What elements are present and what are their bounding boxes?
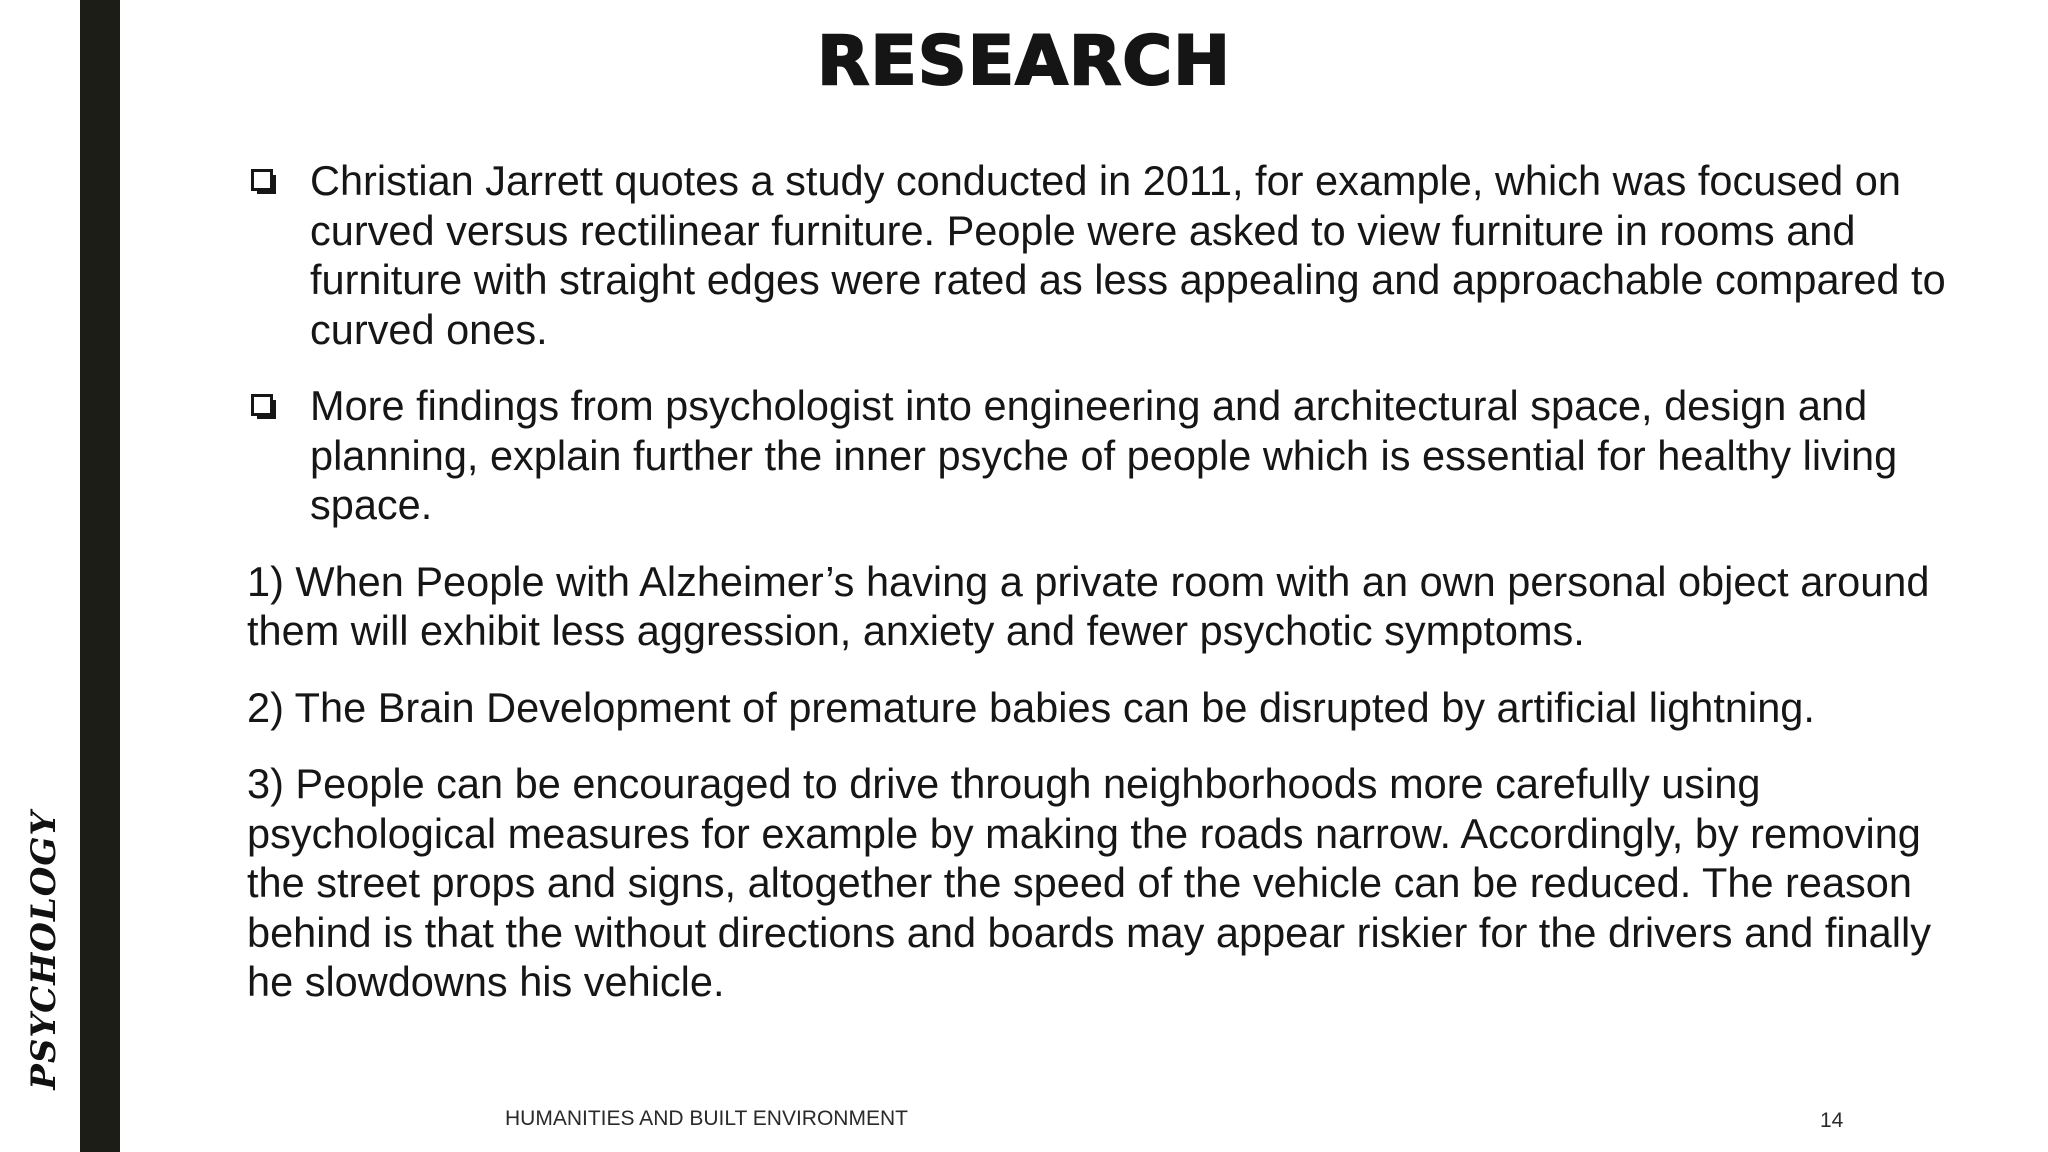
sidebar-label: PSYCHOLOGY <box>24 810 64 1090</box>
sidebar-bar <box>80 0 120 1152</box>
footer-text: HUMANITIES AND BUILT ENVIRONMENT <box>505 1107 908 1130</box>
slide-content <box>247 156 1947 1034</box>
slide-title: RESEARCH <box>816 22 1232 101</box>
numbered-item: 1) When People with Alzheimer’s having a private room with an own personal object around them will exhibit less aggression, anxiety and fewer psychotic symptoms. <box>247 557 1930 654</box>
bullet-text: Christian Jarrett quotes a study conducted in 2011, for example, which was focused on curved versus rectilinear furniture. People were asked to view furniture in rooms and furniture with straight edges were rated as less appealing and approachable compared to curved ones. <box>310 157 1946 353</box>
page-number: 14 <box>1820 1109 1844 1132</box>
numbered-item: 3) People can be encouraged to drive through neighborhoods more carefully using psychological measures for example by making the roads narrow. Accordingly, by removing the street props and signs, altogether the speed of the vehicle can be reduced. The reason behind is that the without directions and boards may appear riskier for the drivers and finally he slowdowns his vehicle. <box>247 760 1931 1005</box>
checkbox-square-icon <box>251 169 277 195</box>
checkbox-square-icon <box>251 394 277 420</box>
bullet-item <box>247 156 1947 354</box>
numbered-item: 2) The Brain Development of premature babies can be disrupted by artificial lightning. <box>247 683 1815 731</box>
bullet-text: More findings from psychologist into engineering and architectural space, design and planning, explain further the inner psyche of people which is essential for healthy living space. <box>310 382 1898 528</box>
bullet-item <box>247 381 1947 530</box>
